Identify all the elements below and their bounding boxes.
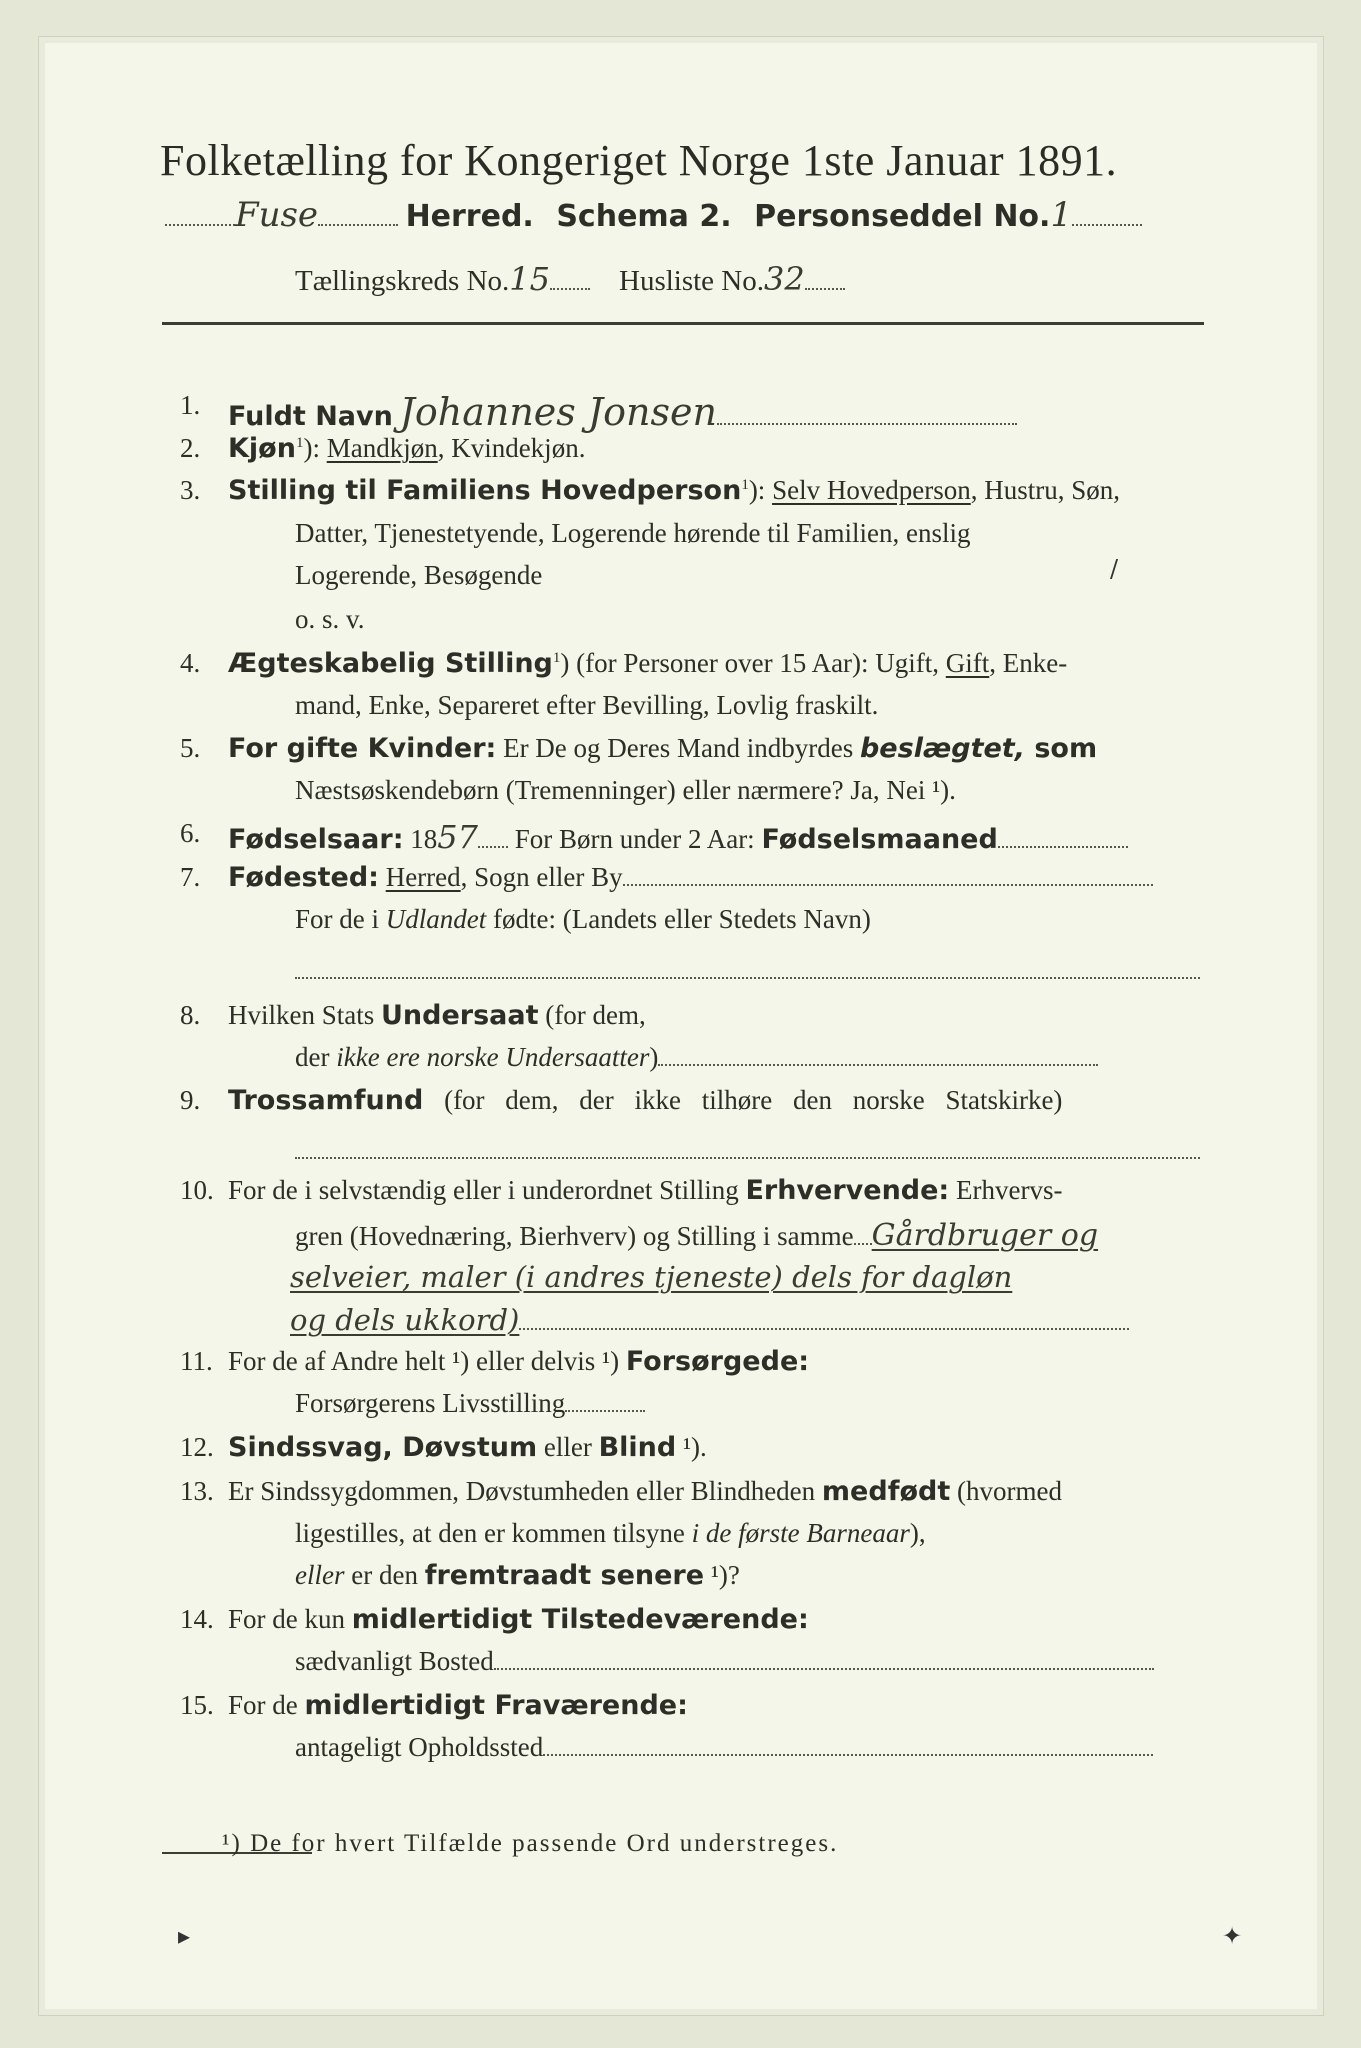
item-3-line-2: Datter, Tjenestetyende, Logerende hørende til Familien, enslig [295,518,971,548]
item-13-number: 13. [180,1476,214,1506]
item-4-line-2: mand, Enke, Separeret efter Bevilling, Lovlig fraskilt. [295,690,879,720]
item-5-number: 5. [180,733,201,763]
item-11-supported: For de af Andre helt ¹) eller delvis ¹) Forsørgede: [228,1346,810,1377]
item-6-birth-year: Fødselsaar: 1857 For Børn under 2 Aar: Fødselsmaaned [228,818,1128,856]
item-12-number: 12. [180,1432,214,1462]
herred-label: Herred. [405,199,534,234]
item-13-line-2: ligestilles, at den er kommen tilsyne i de første Barneaar), [295,1518,926,1548]
item-4-number: 4. [180,648,201,678]
gender-selected: Mandkjøn [326,433,438,463]
item-11-line-2: Forsørgerens Livsstilling [295,1388,645,1419]
item-2-number: 2. [180,433,201,463]
item-7-line-2: For de i Udlandet fødte: (Landets eller Stedets Navn) [295,904,871,934]
birth-year-handwriting: 57 [437,818,478,856]
item-10-line-3 [290,1260,1012,1294]
personseddel-handwriting: 1 [1050,195,1073,235]
occupation-handwriting-3: og dels ukkord) [290,1303,520,1337]
item-4-marital: Ægteskabelig Stilling$^1$) (for Personer over 15 Aar): Ugift, Gift, Enke- [228,648,1068,679]
item-10-number: 10. [180,1175,214,1205]
item-15-line-2: antageligt Opholdssted [295,1732,1153,1763]
margin-mark-right: ✦ [1222,1922,1243,1950]
item-7-birthplace: Fødested: Herred, Sogn eller By [228,862,1153,893]
item-1-full-name: Fuldt Navn Johannes Jonsen [228,390,1017,434]
personseddel-label: Personseddel No. [754,199,1051,234]
schema-label: Schema 2. [556,199,732,234]
item-9-number: 9. [180,1085,201,1115]
item-8-citizenship: Hvilken Stats Undersaat (for dem, [228,1000,646,1031]
item-3-position: Stilling til Familiens Hovedperson$^1$): Selv Hovedperson, Hustru, Søn, [228,475,1121,506]
item-7-blank-line [295,955,1200,986]
herred-handwriting: Fuse [235,195,319,235]
footnote: ¹) De for hvert Tilfælde passende Ord understreges. [222,1830,839,1857]
margin-mark: ▸ [178,1922,191,1950]
full-name-handwriting: Johannes Jonsen [399,390,717,434]
position-selected: Selv Hovedperson [772,475,971,505]
item-10-line-4 [290,1303,1129,1337]
item-9-blank-line [295,1135,1200,1166]
item-11-number: 11. [180,1346,213,1376]
herred-line [165,195,1142,235]
item-8-line-2: der ikke ere norske Undersaatter) [295,1042,1098,1073]
item-13-congenital: Er Sindssygdommen, Døvstumheden eller Blindheden medfødt (hvormed [228,1476,1062,1507]
kreds-handwriting: 15 [509,260,550,298]
kreds-label: Tællingskreds No. [295,265,510,297]
header-rule [162,322,1204,325]
item-15-number: 15. [180,1690,214,1720]
item-7-number: 7. [180,862,201,892]
item-14-number: 14. [180,1604,214,1634]
item-14-line-2: sædvanligt Bosted [295,1646,1154,1677]
item-3-line-3: Logerende, Besøgende [295,560,543,590]
husliste-handwriting: 32 [764,260,805,298]
birthplace-selected: Herred [385,862,461,892]
item-1-number: 1. [180,390,201,420]
husliste-label: Husliste No. [619,265,764,297]
item-10-line-2: gren (Hovednæring, Bierhverv) og Stilling i samme Gårdbruger og [295,1218,1099,1253]
marital-selected: Gift [945,648,990,678]
pen-mark: / [1110,555,1119,583]
item-10-occupation: For de i selvstændig eller i underordnet Stilling Erhvervende: Erhvervs- [228,1175,1063,1206]
item-6-number: 6. [180,818,201,848]
item-15-temporary-absent: For de midlertidigt Fraværende: [228,1690,688,1721]
form-title: Folketælling for Kongeriget Norge 1ste Januar 1891. [160,136,1118,185]
item-5-married-women: For gifte Kvinder: Er De og Deres Mand indbyrdes beslægtet, som [228,733,1098,764]
item-5-line-2: Næstsøskendebørn (Tremenninger) eller nærmere? Ja, Nei ¹). [295,775,956,805]
item-9-religion: Trossamfund (for dem, der ikke tilhøre den norske Statskirke) [228,1085,1063,1116]
item-14-temporary-present: For de kun midlertidigt Tilstedeværende: [228,1604,809,1635]
item-8-number: 8. [180,1000,201,1030]
item-2-gender: Kjøn$^1$): Mandkjøn, Kvindekjøn. [228,433,586,464]
item-3-line-4: o. s. v. [295,604,365,634]
kreds-line [295,260,845,298]
item-3-number: 3. [180,475,201,505]
item-12-disability: Sindssvag, Døvstum eller Blind ¹). [228,1432,707,1463]
occupation-handwriting-2: selveier, maler (i andres tjeneste) dels for dagløn [290,1260,1013,1294]
item-13-line-3: eller er den fremtraadt senere ¹)? [295,1560,740,1591]
occupation-handwriting-1: Gårdbruger og [871,1218,1099,1253]
